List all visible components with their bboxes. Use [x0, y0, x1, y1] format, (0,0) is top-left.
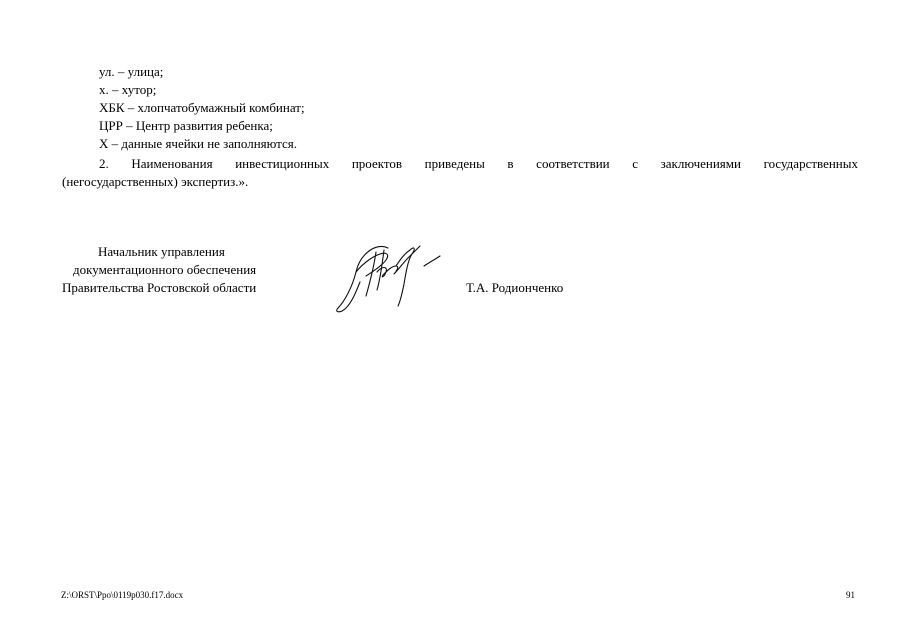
signatory-title-line: документационного обеспечения [73, 262, 257, 277]
signatory-title-line: Начальник управления [98, 244, 225, 259]
page-number: 91 [846, 590, 855, 600]
abbreviation-item: ХБК – хлопчатобумажный комбинат; [99, 100, 305, 115]
footer-file-path: Z:\ORST\Ppo\0119p030.f17.docx [61, 590, 184, 600]
handwritten-signature [330, 232, 450, 314]
abbreviation-item: Х – данные ячейки не заполняются. [99, 136, 298, 151]
note-line: (негосударственных) экспертиз.». [62, 174, 249, 189]
note-paragraph [62, 155, 858, 191]
signer-name: Т.А. Родионченко [466, 280, 564, 295]
abbreviation-item: ЦРР – Центр развития ребенка; [99, 118, 273, 133]
abbreviation-item: ул. – улица; [99, 64, 164, 79]
note-line: 2. Наименования инвестиционных проектов приведены в соответствии с заключениями государственных [99, 156, 858, 171]
abbreviation-item: х. – хутор; [99, 82, 157, 97]
abbreviation-list [99, 63, 305, 153]
signatory-title-line: Правительства Ростовской области [62, 280, 257, 295]
signatory-title [62, 243, 288, 297]
